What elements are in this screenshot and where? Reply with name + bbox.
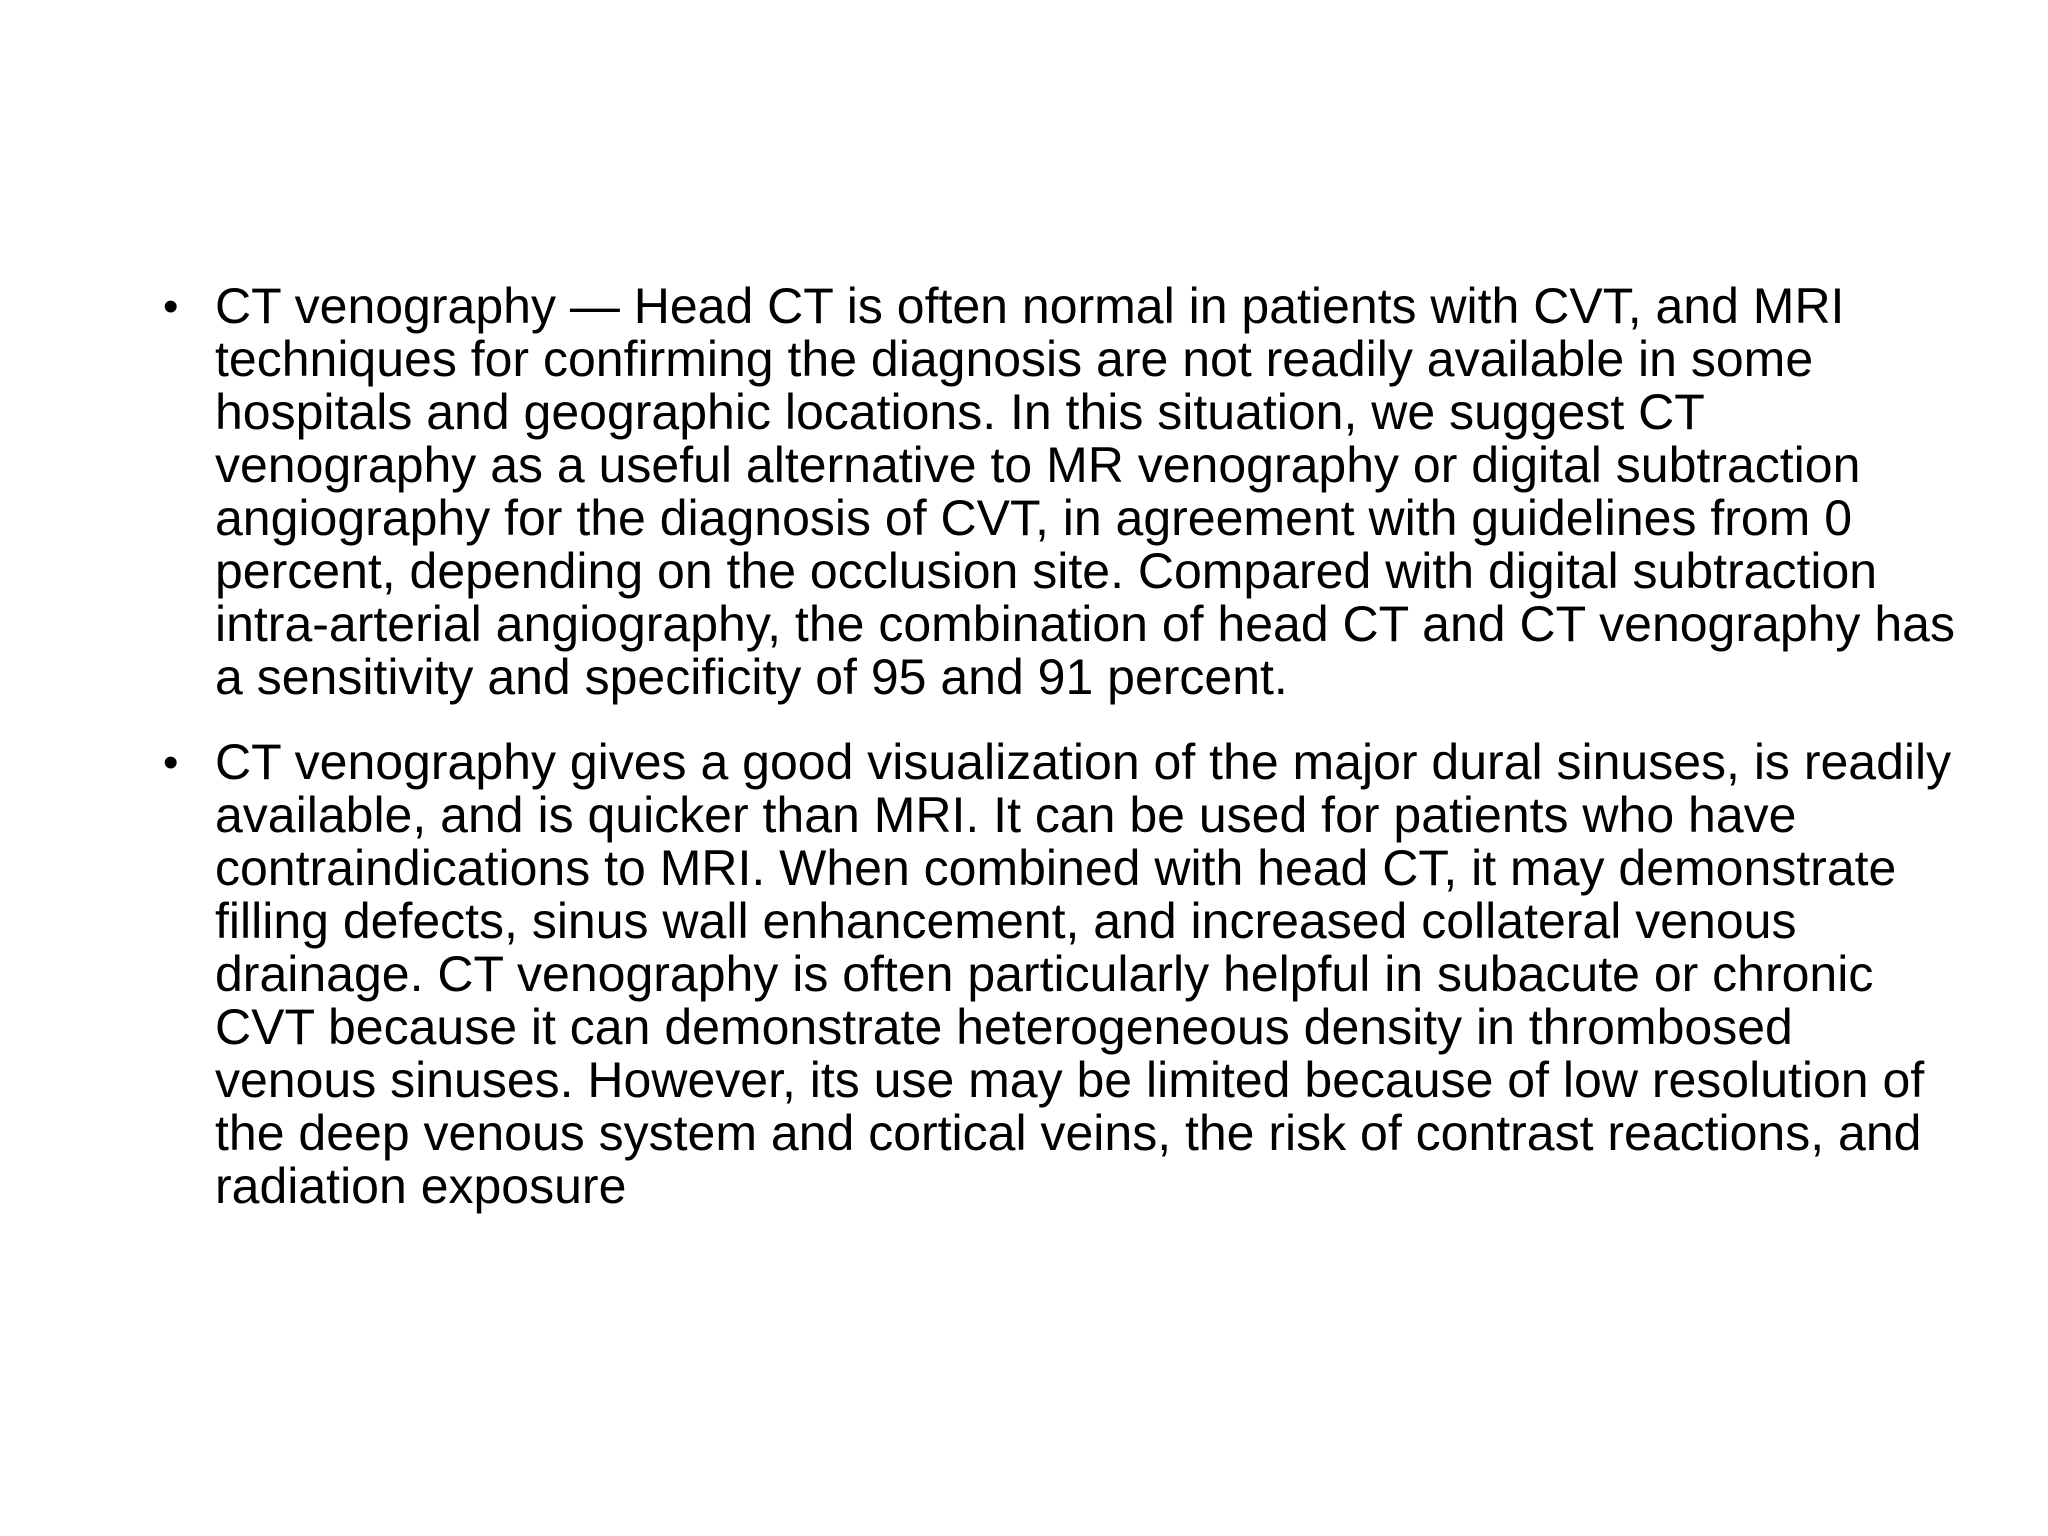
bullet-text: CT venography — Head CT is often normal in patients with CVT, and MRI techniques for confirming the diagnosis are not readily available in some hospitals and geographic locations. In this situation, we suggest CT venography as a useful alternative to MR venography or digital subtraction angiography for the diagnosis of CVT, in agreement with guidelines from 0 percent, depending on the occlusion site. Compared with digital subtraction intra-arterial angiography, the combination of head CT and CT venography has a sensitivity and specificity of 95 and 91 percent. <box>215 278 1955 705</box>
bullet-icon: • <box>163 282 179 331</box>
bullet-item-ct-venography-intro <box>155 280 1955 704</box>
bullet-icon: • <box>163 738 179 787</box>
bullet-item-ct-venography-benefits <box>155 736 1955 1213</box>
bullet-list <box>155 280 1955 1245</box>
bullet-text: CT venography gives a good visualization of the major dural sinuses, is readily available, and is quicker than MRI. It can be used for patients who have contraindications to MRI. When combined with head CT, it may demonstrate filling defects, sinus wall enhancement, and increased collateral venous drainage. CT venography is often particularly helpful in subacute or chronic CVT because it can demonstrate heterogeneous density in thrombosed venous sinuses. However, its use may be limited because of low resolution of the deep venous system and cortical veins, the risk of contrast reactions, and radiation exposure <box>215 734 1952 1214</box>
